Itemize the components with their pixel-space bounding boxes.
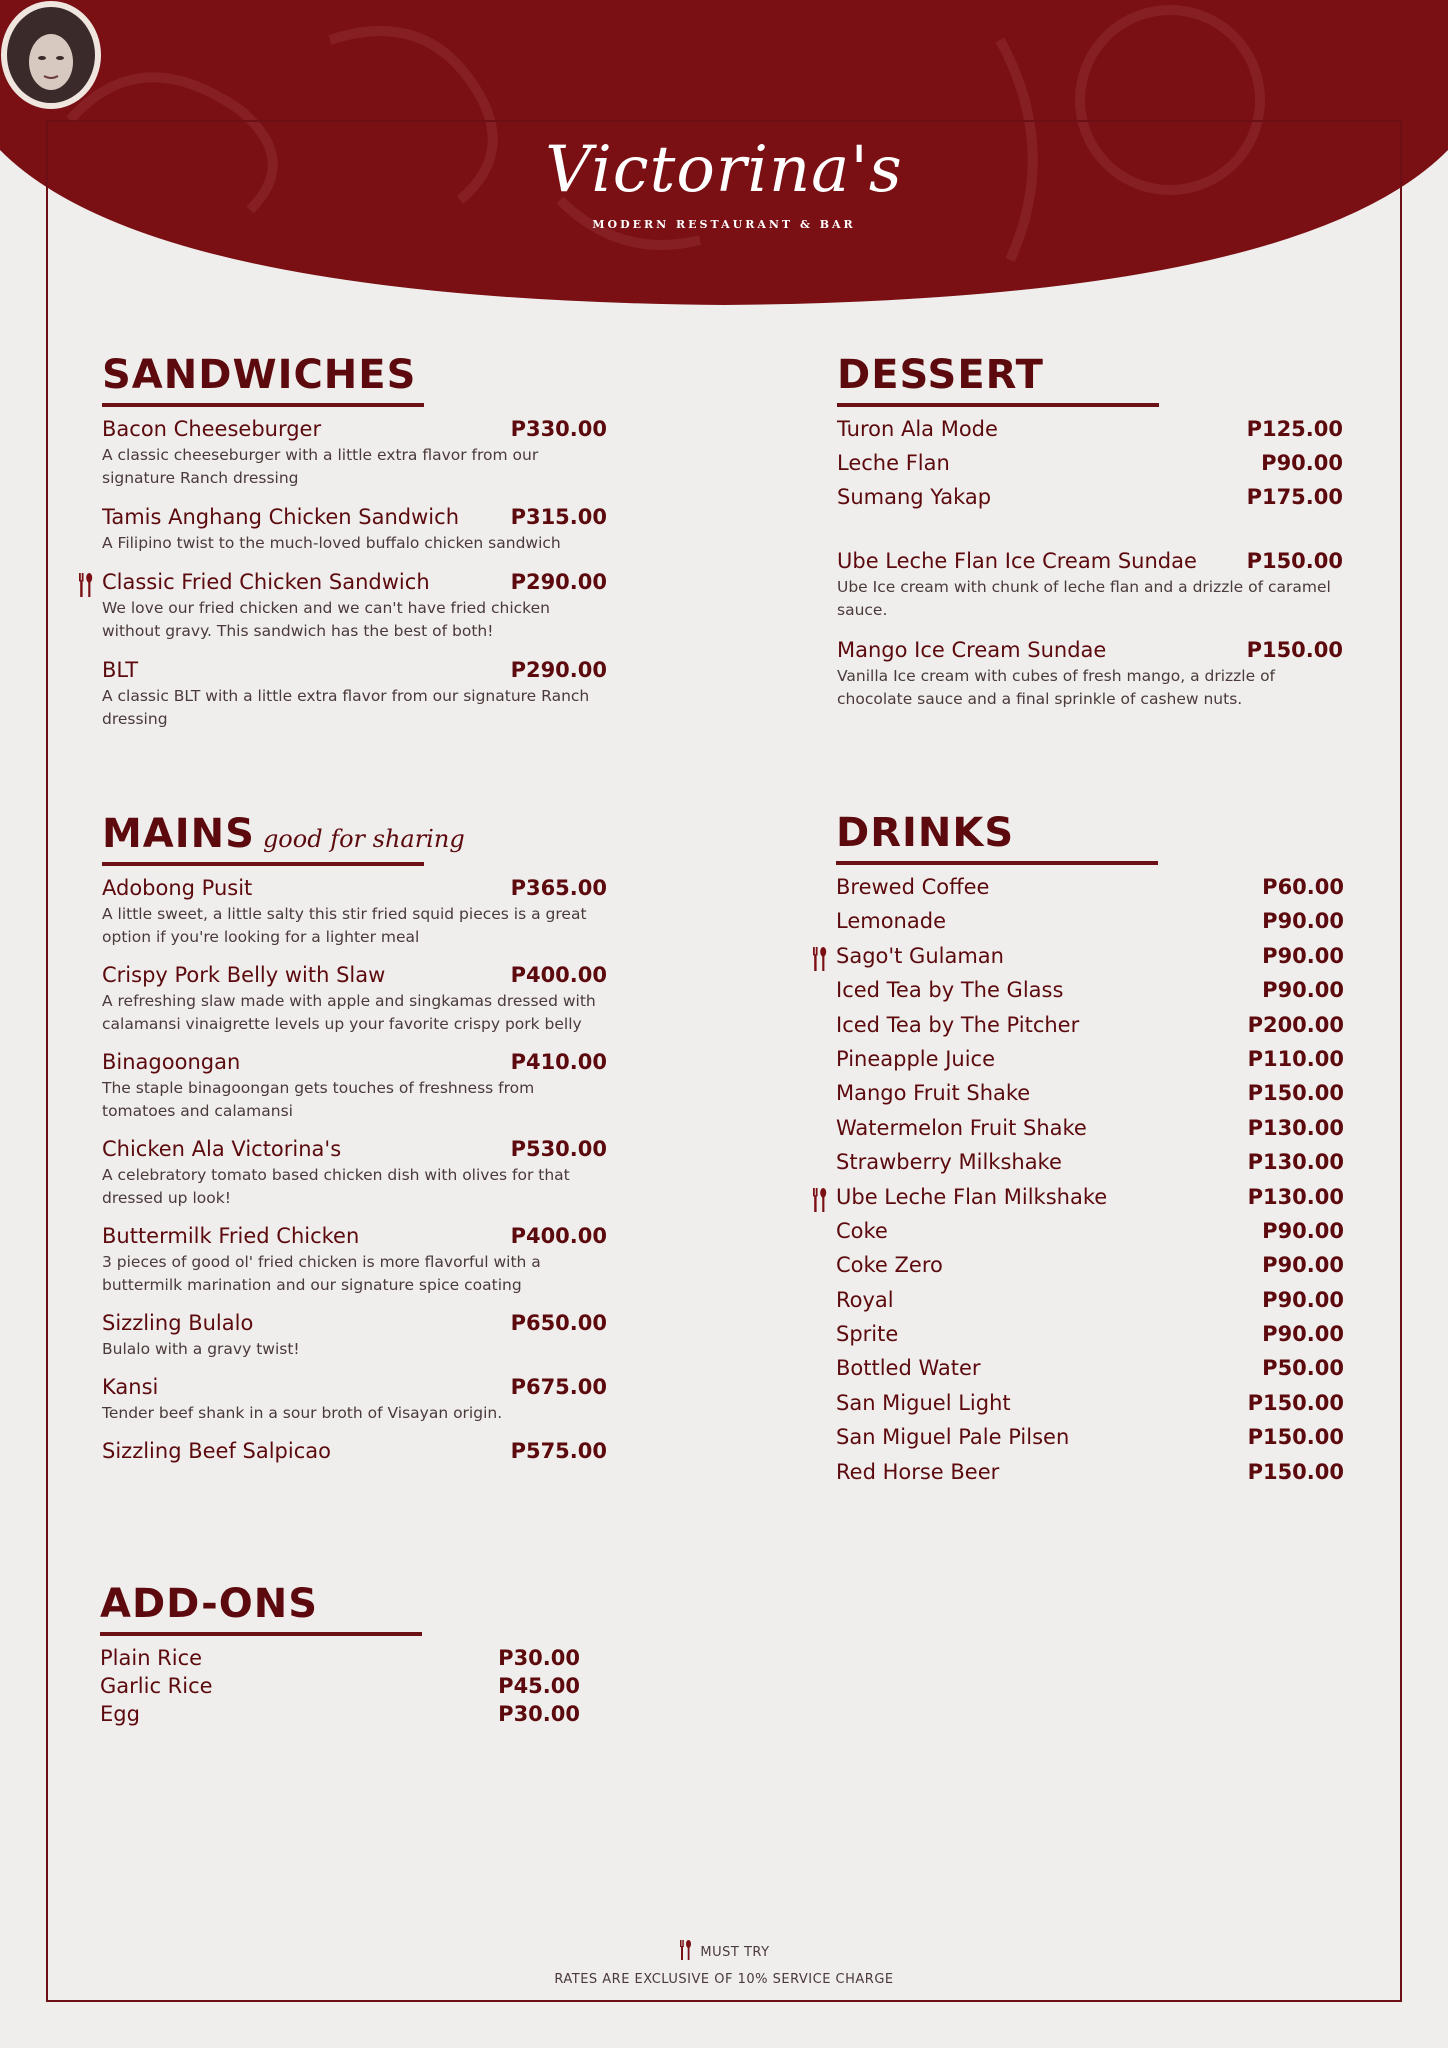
- item-price: P90.00: [1262, 1218, 1344, 1243]
- item-price: P400.00: [510, 1224, 607, 1248]
- fork-spoon-icon: [810, 947, 828, 971]
- section-title: [102, 811, 607, 857]
- fork-spoon-icon: [76, 573, 94, 597]
- item-price: P90.00: [1262, 978, 1344, 1003]
- sandwiches-list: [102, 417, 607, 731]
- menu-item: [102, 1311, 607, 1361]
- menu-item: [836, 1322, 1344, 1346]
- item-price: P410.00: [510, 1050, 607, 1074]
- section-rule: [836, 861, 1158, 865]
- item-name: Turon Ala Mode: [837, 417, 998, 441]
- section-rule: [100, 1632, 422, 1636]
- item-name: Royal: [836, 1287, 894, 1312]
- item-price: P530.00: [510, 1137, 607, 1161]
- brand-tagline: MODERN RESTAURANT & BAR: [592, 218, 856, 231]
- dessert-simple-list: [837, 417, 1343, 509]
- item-price: P90.00: [1262, 1287, 1344, 1312]
- section-rule: [102, 403, 424, 407]
- item-name: Binagoongan: [102, 1050, 241, 1074]
- service-charge-note: RATES ARE EXCLUSIVE OF 10% SERVICE CHARGE: [554, 1972, 894, 1987]
- menu-item: [836, 1047, 1344, 1071]
- item-price: P575.00: [510, 1439, 607, 1463]
- menu-item: [836, 1356, 1344, 1380]
- item-name: Sprite: [836, 1322, 899, 1347]
- item-name: Garlic Rice: [100, 1674, 213, 1698]
- brand-logo: Victorina's: [545, 133, 903, 207]
- section-subtitle: good for sharing: [262, 825, 465, 853]
- item-name: Adobong Pusit: [102, 876, 253, 900]
- item-description: Vanilla Ice cream with cubes of fresh mango, a drizzle of chocolate sauce and a final sprinkle of cashew nuts.: [837, 667, 1276, 708]
- item-name: Iced Tea by The Pitcher: [836, 1012, 1080, 1037]
- must-try-label: MUST TRY: [700, 1945, 770, 1960]
- menu-item: [102, 1050, 607, 1123]
- item-name: Red Horse Beer: [836, 1459, 1000, 1484]
- menu-item: [836, 1425, 1344, 1449]
- item-price: P30.00: [498, 1646, 580, 1670]
- menu-item: [102, 1439, 607, 1463]
- item-name: Iced Tea by The Glass: [836, 978, 1064, 1003]
- section-rule: [837, 403, 1159, 407]
- item-price: P290.00: [510, 570, 607, 594]
- item-price: P90.00: [1262, 909, 1344, 934]
- item-price: P330.00: [510, 417, 607, 441]
- menu-item: [837, 485, 1343, 509]
- menu-item: [836, 944, 1344, 968]
- item-name: Coke Zero: [836, 1253, 943, 1278]
- menu-item: [836, 1460, 1344, 1484]
- menu-item: [836, 978, 1344, 1002]
- item-price: P150.00: [1247, 1390, 1344, 1415]
- item-price: P130.00: [1247, 1115, 1344, 1140]
- item-description: A celebratory tomato based chicken dish with olives for that dressed up look!: [102, 1166, 570, 1207]
- item-name: San Miguel Light: [836, 1390, 1011, 1415]
- item-description: Ube Ice cream with chunk of leche flan and a drizzle of caramel sauce.: [837, 578, 1331, 619]
- item-price: P60.00: [1262, 875, 1344, 899]
- section-title-text: MAINS: [102, 811, 255, 857]
- item-name: Sumang Yakap: [837, 485, 992, 509]
- menu-item: [102, 1137, 607, 1210]
- menu-item: [100, 1674, 594, 1698]
- menu-item: [102, 570, 607, 643]
- item-price: P400.00: [510, 963, 607, 987]
- item-name: Classic Fried Chicken Sandwich: [102, 570, 430, 594]
- item-name: Watermelon Fruit Shake: [836, 1115, 1087, 1140]
- menu-item: [102, 1224, 607, 1297]
- section-dessert: [837, 352, 1343, 727]
- section-rule: [102, 862, 424, 866]
- item-price: P290.00: [510, 658, 607, 682]
- menu-item: [102, 505, 607, 555]
- item-description: A classic BLT with a little extra flavor from our signature Ranch dressing: [102, 687, 590, 728]
- menu-item: [836, 909, 1344, 933]
- drinks-list: [836, 875, 1344, 1484]
- item-price: P90.00: [1262, 943, 1344, 968]
- item-price: P125.00: [1246, 417, 1343, 441]
- item-price: P130.00: [1247, 1184, 1344, 1209]
- menu-item: [100, 1702, 594, 1726]
- item-price: P675.00: [510, 1375, 607, 1399]
- item-name: Chicken Ala Victorina's: [102, 1137, 342, 1161]
- item-name: Sizzling Beef Salpicao: [102, 1439, 331, 1463]
- menu-item: [836, 1185, 1344, 1209]
- item-description: We love our fried chicken and we can't have fried chicken without gravy. This sandwich has the best of both!: [102, 599, 550, 640]
- menu-item: [102, 658, 607, 731]
- item-price: P110.00: [1247, 1046, 1344, 1071]
- menu-item: [836, 1219, 1344, 1243]
- menu-item: [102, 1375, 607, 1425]
- item-description: The staple binagoongan gets touches of freshness from tomatoes and calamansi: [102, 1079, 535, 1120]
- item-description: A classic cheeseburger with a little extra flavor from our signature Ranch dressing: [102, 446, 539, 487]
- item-price: P45.00: [498, 1674, 580, 1698]
- item-price: P365.00: [510, 876, 607, 900]
- fork-spoon-icon: [678, 1940, 692, 1960]
- item-price: P50.00: [1262, 1356, 1344, 1381]
- founder-portrait: [0, 0, 102, 110]
- item-name: Bacon Cheeseburger: [102, 417, 322, 441]
- fork-spoon-icon: [810, 1188, 828, 1212]
- menu-item: [102, 876, 607, 949]
- item-price: P150.00: [1247, 1425, 1344, 1450]
- menu-item: [836, 1391, 1344, 1415]
- section-title: DESSERT: [837, 352, 1044, 398]
- section-addons: [100, 1581, 594, 1730]
- menu-item: [837, 549, 1343, 622]
- menu-item: [836, 1013, 1344, 1037]
- item-name: Sizzling Bulalo: [102, 1311, 254, 1335]
- item-price: P315.00: [510, 505, 607, 529]
- menu-item: [102, 963, 607, 1036]
- menu-item: [836, 875, 1344, 899]
- item-price: P650.00: [510, 1311, 607, 1335]
- menu-item: [837, 451, 1343, 475]
- section-title: DRINKS: [836, 810, 1015, 856]
- dessert-list: [837, 549, 1343, 711]
- item-name: Sago't Gulaman: [836, 943, 1004, 968]
- item-name: Kansi: [102, 1375, 159, 1399]
- item-name: Lemonade: [836, 909, 946, 934]
- item-name: Buttermilk Fried Chicken: [102, 1224, 360, 1248]
- item-name: Ube Leche Flan Milkshake: [836, 1184, 1108, 1209]
- menu-item: [836, 1081, 1344, 1105]
- item-name: Leche Flan: [837, 451, 950, 475]
- item-name: San Miguel Pale Pilsen: [836, 1425, 1070, 1450]
- item-name: Mango Ice Cream Sundae: [837, 638, 1107, 662]
- item-name: BLT: [102, 658, 139, 682]
- item-name: Bottled Water: [836, 1356, 981, 1381]
- item-description: A refreshing slaw made with apple and singkamas dressed with calamansi vinaigrette levels up your favorite crispy pork belly: [102, 992, 596, 1033]
- must-try-legend: [0, 1940, 1448, 1960]
- item-name: Egg: [100, 1702, 140, 1726]
- menu-item: [836, 1288, 1344, 1312]
- item-price: P175.00: [1246, 485, 1343, 509]
- menu-item: [837, 638, 1343, 711]
- item-price: P150.00: [1246, 549, 1343, 573]
- item-name: Mango Fruit Shake: [836, 1081, 1031, 1106]
- item-name: Crispy Pork Belly with Slaw: [102, 963, 386, 987]
- item-name: Brewed Coffee: [836, 875, 990, 899]
- item-description: Tender beef shank in a sour broth of Visayan origin.: [102, 1404, 503, 1422]
- section-sandwiches: [102, 352, 607, 746]
- section-title: SANDWICHES: [102, 352, 417, 398]
- item-description: A little sweet, a little salty this stir fried squid pieces is a great option if you're looking for a lighter meal: [102, 905, 587, 946]
- item-price: P200.00: [1247, 1012, 1344, 1037]
- addons-list: [100, 1646, 594, 1726]
- item-name: Plain Rice: [100, 1646, 203, 1670]
- item-price: P150.00: [1246, 638, 1343, 662]
- menu-item: [836, 1116, 1344, 1140]
- item-price: P150.00: [1247, 1459, 1344, 1484]
- item-name: Pineapple Juice: [836, 1046, 996, 1071]
- section-drinks: [836, 810, 1344, 1494]
- item-name: Tamis Anghang Chicken Sandwich: [102, 505, 459, 529]
- menu-item: [100, 1646, 594, 1670]
- section-title: ADD-ONS: [100, 1581, 318, 1627]
- menu-item: [837, 417, 1343, 441]
- item-description: Bulalo with a gravy twist!: [102, 1340, 300, 1358]
- item-description: 3 pieces of good ol' fried chicken is more flavorful with a buttermilk marination and our signature spice coating: [102, 1253, 541, 1294]
- item-name: Ube Leche Flan Ice Cream Sundae: [837, 549, 1197, 573]
- item-price: P90.00: [1262, 1253, 1344, 1278]
- item-price: P90.00: [1261, 451, 1343, 475]
- item-price: P150.00: [1247, 1081, 1344, 1106]
- menu-item: [102, 417, 607, 490]
- menu-item: [836, 1253, 1344, 1277]
- menu-item: [836, 1150, 1344, 1174]
- item-price: P130.00: [1247, 1150, 1344, 1175]
- item-description: A Filipino twist to the much-loved buffalo chicken sandwich: [102, 534, 561, 552]
- item-price: P30.00: [498, 1702, 580, 1726]
- section-mains: [102, 811, 607, 1477]
- item-price: P90.00: [1262, 1322, 1344, 1347]
- item-name: Coke: [836, 1218, 888, 1243]
- item-name: Strawberry Milkshake: [836, 1150, 1062, 1175]
- mains-list: [102, 876, 607, 1463]
